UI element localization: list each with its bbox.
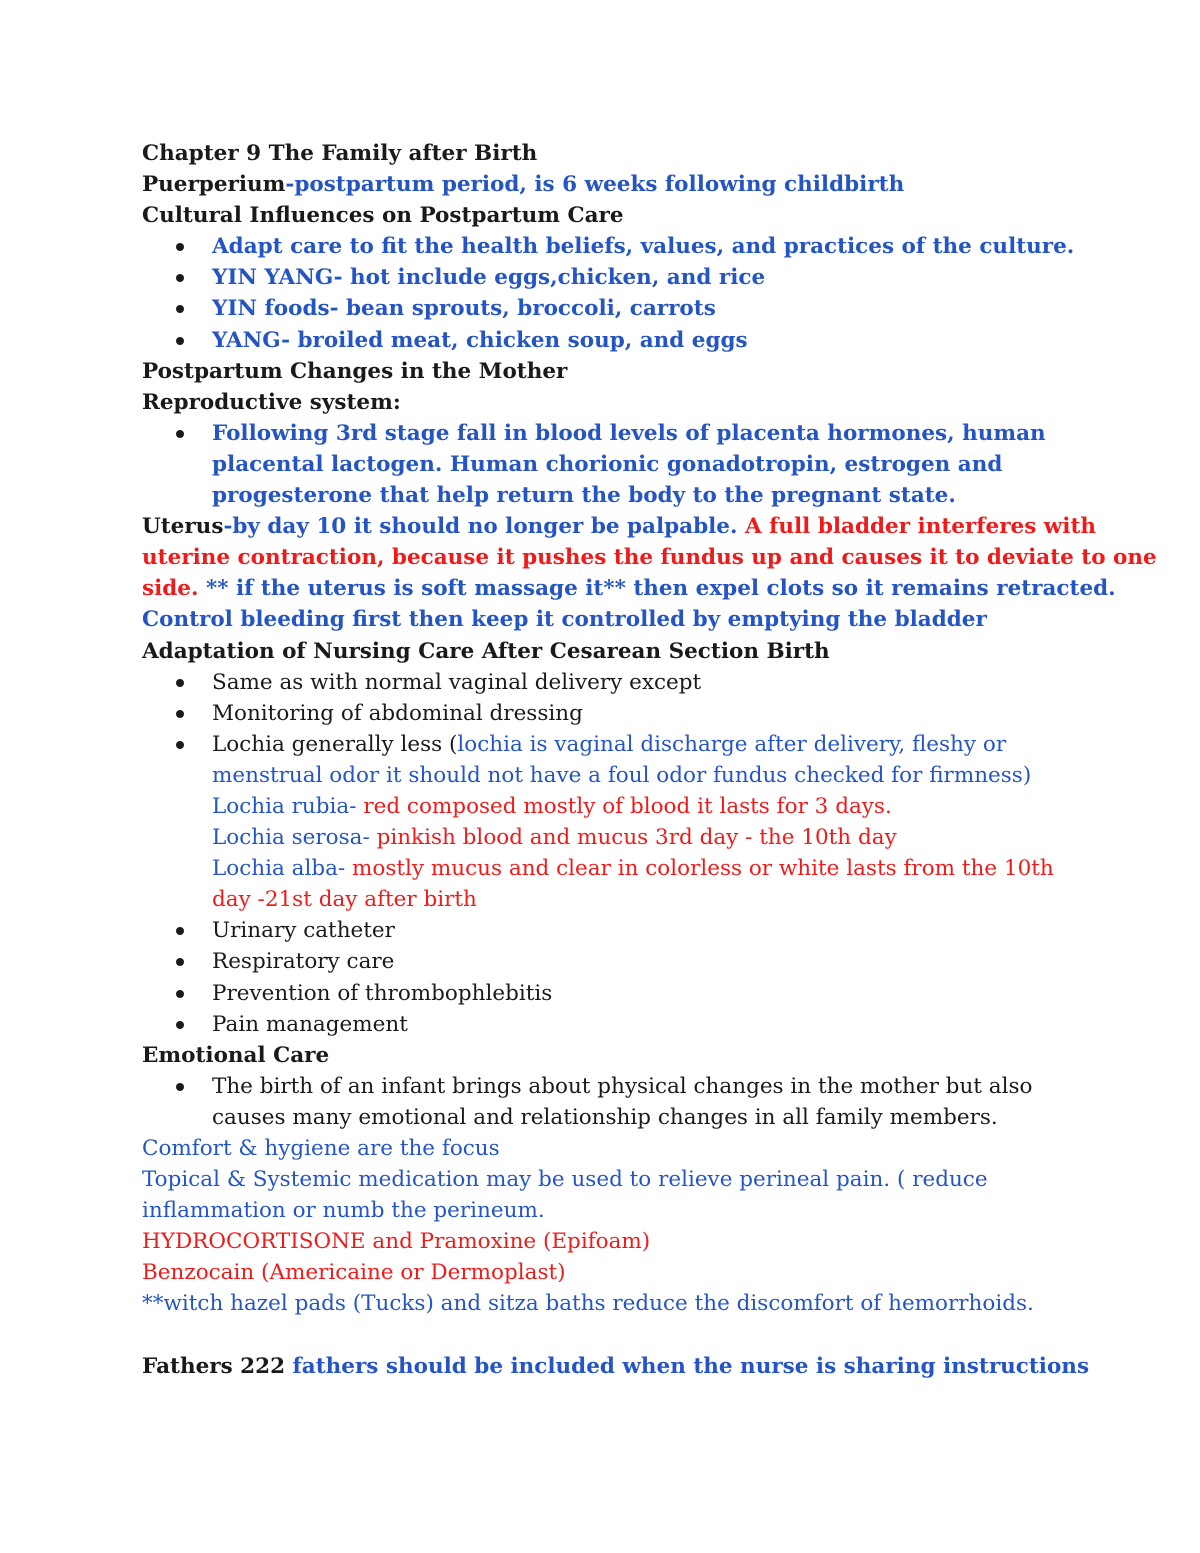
list-item: Same as with normal vaginal delivery except bbox=[142, 667, 1142, 698]
lochia-alba: Lochia alba- mostly mucus and clear in colorless or white lasts from the 10th bbox=[212, 856, 1054, 882]
bullet-icon bbox=[176, 274, 184, 282]
bullet-icon bbox=[176, 243, 184, 251]
reproductive-heading: Reproductive system: bbox=[142, 389, 401, 415]
emotional-heading: Emotional Care bbox=[142, 1042, 330, 1068]
bullet-icon bbox=[176, 1021, 184, 1029]
bullet-icon bbox=[176, 990, 184, 998]
list-item: The birth of an infant brings about physical changes in the mother but also bbox=[142, 1071, 1142, 1102]
bullet-icon bbox=[176, 305, 184, 313]
puerperium-term: Puerperium bbox=[142, 172, 286, 198]
bullet-icon bbox=[176, 679, 184, 687]
bullet-icon bbox=[176, 1083, 184, 1091]
cesarean-list-2 bbox=[142, 915, 1142, 1039]
puerperium-line bbox=[142, 169, 1142, 200]
hydrocortisone-line: HYDROCORTISONE and Pramoxine (Epifoam) bbox=[142, 1229, 651, 1255]
list-item-continuation: progesterone that help return the body to the pregnant state. bbox=[212, 483, 956, 509]
list-item: Pain management bbox=[142, 1009, 1142, 1040]
list-item: Following 3rd stage fall in blood levels of placenta hormones, human bbox=[142, 418, 1142, 449]
document-content bbox=[142, 138, 1157, 1382]
cesarean-list bbox=[142, 667, 1142, 760]
lochia-continuation: menstrual odor it should not have a foul odor fundus checked for firmness) bbox=[212, 762, 1032, 788]
list-item-continuation: placental lactogen. Human chorionic gonadotropin, estrogen and bbox=[212, 451, 1003, 477]
list-item: YIN YANG- hot include eggs,chicken, and rice bbox=[142, 262, 1142, 293]
topical-line-1: Topical & Systemic medication may be used to relieve perineal pain. ( reduce bbox=[142, 1167, 988, 1193]
uterus-line-2: uterine contraction, because it pushes the fundus up and causes it to deviate to one bbox=[142, 545, 1157, 571]
fathers-term: Fathers 222 bbox=[142, 1353, 286, 1379]
benzocain-line: Benzocain (Americaine or Dermoplast) bbox=[142, 1260, 566, 1286]
list-item: YIN foods- bean sprouts, broccoli, carrots bbox=[142, 293, 1142, 324]
uterus-line-3: side. ** if the uterus is soft massage it** then expel clots so it remains retracted. bbox=[142, 576, 1116, 602]
bullet-icon bbox=[176, 337, 184, 345]
uterus-line-1: Uterus-by day 10 it should no longer be palpable. A full bladder interferes with bbox=[142, 514, 1097, 540]
puerperium-def: -postpartum period, is 6 weeks following childbirth bbox=[285, 172, 905, 198]
bullet-icon bbox=[176, 741, 184, 749]
uterus-line-4: Control bleeding first then keep it controlled by emptying the bladder bbox=[142, 607, 987, 633]
bullet-icon bbox=[176, 430, 184, 438]
bullet-icon bbox=[176, 710, 184, 718]
list-item: Respiratory care bbox=[142, 946, 1142, 977]
reproductive-list bbox=[142, 418, 1142, 449]
cesarean-heading: Adaptation of Nursing Care After Cesarean Section Birth bbox=[142, 638, 830, 664]
list-item-continuation: causes many emotional and relationship changes in all family members. bbox=[212, 1104, 998, 1130]
lochia-rubra: Lochia rubia- red composed mostly of blood it lasts for 3 days. bbox=[212, 793, 892, 819]
list-item: Monitoring of abdominal dressing bbox=[142, 698, 1142, 729]
lochia-alba-continuation: day -21st day after birth bbox=[212, 887, 477, 913]
list-item: Urinary catheter bbox=[142, 915, 1142, 946]
lochia-serosa: Lochia serosa- pinkish blood and mucus 3rd day - the 10th day bbox=[212, 825, 897, 851]
uterus-term: Uterus bbox=[142, 514, 224, 540]
list-item: Prevention of thrombophlebitis bbox=[142, 978, 1142, 1009]
list-item: Adapt care to fit the health beliefs, values, and practices of the culture. bbox=[142, 231, 1142, 262]
changes-heading: Postpartum Changes in the Mother bbox=[142, 358, 568, 384]
cultural-list bbox=[142, 231, 1142, 355]
list-item-lochia: Lochia generally less (lochia is vaginal discharge after delivery, fleshy or bbox=[142, 729, 1142, 760]
witch-hazel-line: **witch hazel pads (Tucks) and sitza baths reduce the discomfort of hemorrhoids. bbox=[142, 1291, 1034, 1317]
cultural-heading: Cultural Influences on Postpartum Care bbox=[142, 203, 624, 229]
fathers-line: Fathers 222 fathers should be included when the nurse is sharing instructions bbox=[142, 1353, 1090, 1379]
blank-line bbox=[142, 1320, 1142, 1351]
emotional-list bbox=[142, 1071, 1142, 1102]
bullet-icon bbox=[176, 958, 184, 966]
comfort-line: Comfort & hygiene are the focus bbox=[142, 1136, 500, 1161]
bullet-icon bbox=[176, 927, 184, 935]
topical-line-2: inflammation or numb the perineum. bbox=[142, 1198, 545, 1224]
page-title: Chapter 9 The Family after Birth bbox=[142, 141, 538, 166]
list-item: YANG- broiled meat, chicken soup, and eggs bbox=[142, 325, 1142, 356]
